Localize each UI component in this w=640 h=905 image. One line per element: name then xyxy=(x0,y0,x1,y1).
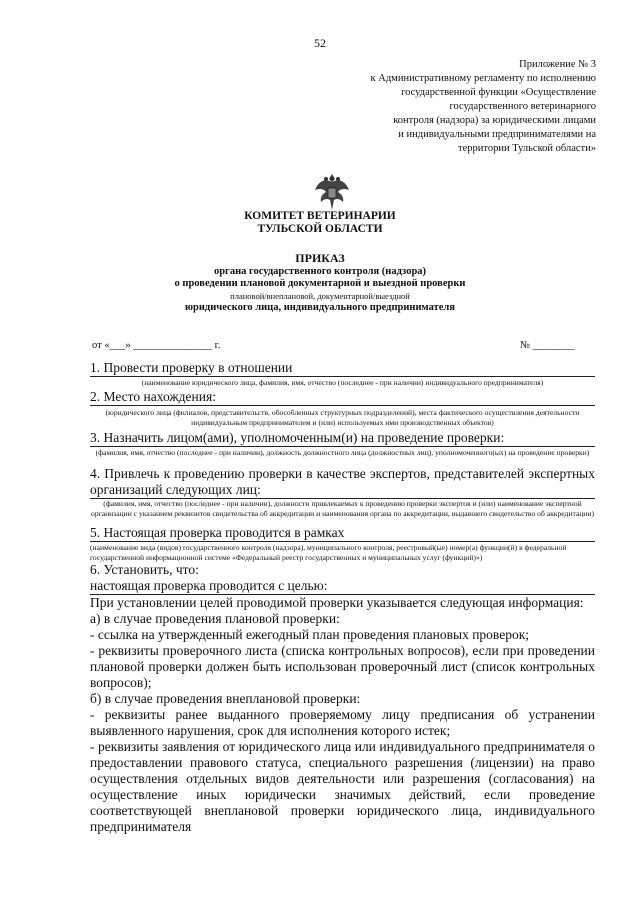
body-paragraph: - реквизиты проверочного листа (списка контрольных вопросов), если при проведении плановой проверки должен быть использован проверочный лист (список контрольных вопросов); xyxy=(90,643,595,690)
section-4: 4. Привлечь к проведению проверки в качестве экспертов, представителей экспертных организаций следующих лиц: xyxy=(90,466,595,497)
org-line-1: КОМИТЕТ ВЕТЕРИНАРИИ xyxy=(244,210,396,222)
page-number: 52 xyxy=(314,36,326,50)
body-paragraph: б) в случае проведения внеплановой проверки: xyxy=(90,691,361,706)
appendix-line: контроля (надзора) за юридическими лицами xyxy=(393,115,596,126)
coat-of-arms-icon xyxy=(312,170,352,214)
section-2: 2. Место нахождения: xyxy=(90,389,595,406)
appendix-line: территории Тульской области» xyxy=(458,143,596,154)
section-5: 5. Настоящая проверка проводится в рамках xyxy=(90,525,595,542)
body-paragraph: - реквизиты ранее выданного проверяемому лицу предписания об устранении выявленного нарушения, срок для исполнения которого истек; xyxy=(90,707,595,738)
number-line: № ________ xyxy=(520,340,575,351)
section-6: 6. Установить, что: xyxy=(90,562,199,577)
section-3: 3. Назначить лицом(ами), уполномоченным(и) на проведение проверки: xyxy=(90,430,595,447)
body-paragraph: а) в случае проведения плановой проверки: xyxy=(90,611,340,626)
section-3-note: (фамилия, имя, отчество (последнее - при наличии), должность должностного лица (должностных лиц), уполномоченного(ых) на проведение проверки) xyxy=(95,448,590,457)
body-paragraph: - реквизиты заявления от юридического лица или индивидуального предпринимателя о предоставлении правового статуса, специального разрешения (лицензии) на право осуществления отдельных видов деятельности или разрешения (согласования) на осуществление иных юридически значимых действий, если проведение соответствующей внеплановой проверки юридического лица, индивидуального предпринимателя xyxy=(90,739,595,834)
appendix-line: и индивидуальными предпринимателями на xyxy=(398,129,596,140)
order-line-1: органа государственного контроля (надзора) xyxy=(213,266,427,277)
order-line-3: плановой/внеплановой, документарной/выездной xyxy=(230,291,410,301)
body-paragraph: При установлении целей проводимой проверки указывается следующая информация: xyxy=(90,595,584,610)
section-5-note: (наименование вида (видов) государственного контроля (надзора), муниципального контроля, реестровый(ые) номер(а) функции(й) в федеральной государственной информационной системе «Федеральный реестр государственных и муниципальных услуг (функций)») xyxy=(90,543,567,562)
order-line-2: о проведении плановой документарной и выездной проверки xyxy=(174,278,466,289)
appendix-block xyxy=(296,58,596,156)
order-title: ПРИКАЗ xyxy=(295,251,345,265)
appendix-line: к Административному регламенту по исполнению xyxy=(370,73,596,84)
section-1-note: (наименование юридического лица, фамилия, имя, отчество (последнее - при наличии) индивидуального предпринимателя) xyxy=(141,378,544,387)
appendix-line: государственной функции «Осуществление xyxy=(401,87,596,98)
appendix-line: Приложение № 3 xyxy=(519,59,596,70)
appendix-line: государственного ветеринарного xyxy=(449,101,596,112)
section-2-note: (юридического лица (филиалов, представительств, обособленных структурных подразделений), места фактического осуществления деятельности индивидуальным предпринимателем и (или) используемых ими производственных объектов) xyxy=(105,408,580,427)
section-6-line: настоящая проверка проводится с целью: xyxy=(90,578,595,595)
body-paragraph: - ссылка на утвержденный ежегодный план проведения плановых проверок; xyxy=(90,627,530,642)
organization-name xyxy=(0,210,640,236)
order-header xyxy=(0,252,640,314)
section-1: 1. Провести проверку в отношении xyxy=(90,360,595,377)
section-4-note: (фамилия, имя, отчество (последнее - при наличии), должности привлекаемых к проведению проверки экспертов и (или) наименование экспертной организации с указанием реквизитов свидетельства об аккредитации и наименования органа по аккредитации, выдавшего свидетельство об аккредитации) xyxy=(91,499,594,518)
order-line-4: юридического лица, индивидуального предпринимателя xyxy=(185,302,455,313)
org-line-2: ТУЛЬСКОЙ ОБЛАСТИ xyxy=(257,223,383,235)
date-line: от «___» _______________ г. xyxy=(92,340,221,351)
body-text xyxy=(90,595,595,835)
